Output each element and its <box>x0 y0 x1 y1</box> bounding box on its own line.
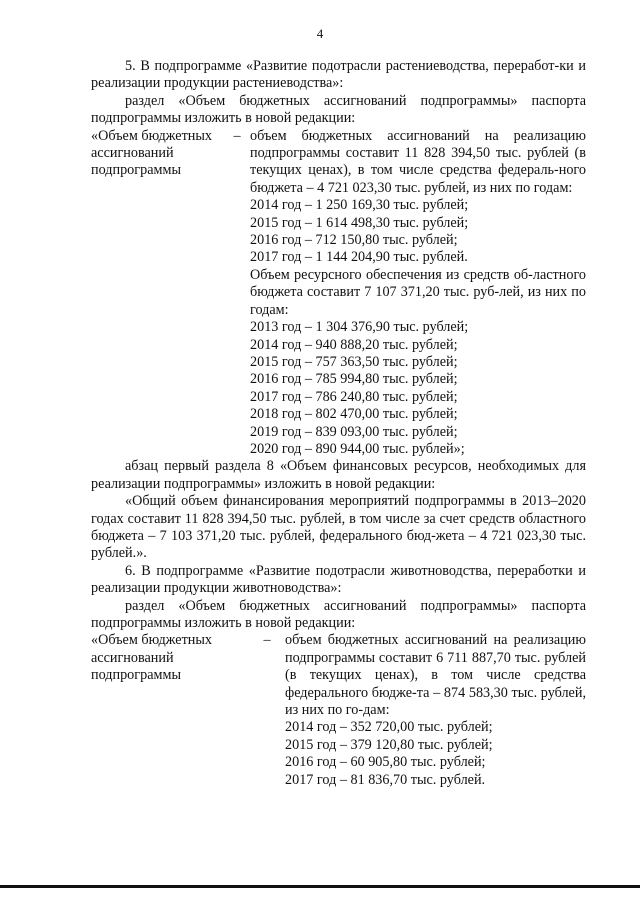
section-5-passport-table <box>91 128 586 459</box>
section-6-body <box>285 632 586 789</box>
section-5-year-line: 2017 год – 786 240,80 тыс. рублей; <box>250 388 458 405</box>
section-6-instruction: раздел «Объем бюджетных ассигнований подпрограммы» паспорта подпрограммы изложить в новой редакции: <box>91 597 586 631</box>
section-5-year-line: 2014 год – 1 250 169,30 тыс. рублей; <box>250 197 469 214</box>
page-number: 4 <box>316 26 324 41</box>
section-6-year-line: 2015 год – 379 120,80 тыс. рублей; <box>285 736 493 753</box>
section-5-label: «Объем бюджетных ассигнований подпрограммы <box>91 127 213 179</box>
section-5-year-line: 2016 год – 712 150,80 тыс. рублей; <box>250 232 458 249</box>
section-5-instruction: раздел «Объем бюджетных ассигнований подпрограммы» паспорта подпрограммы изложить в новой редакции: <box>91 92 586 127</box>
section-8-text: «Общий объем финансирования мероприятий подпрограммы в 2013–2020 годах составит 11 828 394,50 тыс. рублей, в том числе за счет средств областного бюджета – 7 103 371,20 тыс. рублей, федерального бюд-жета – 4 721 023,30 тыс. рублей.». <box>91 493 586 562</box>
section-5-body <box>250 128 586 459</box>
section-5-year-line: 2013 год – 1 304 376,90 тыс. рублей; <box>250 319 469 336</box>
section-5-year-line: 2015 год – 1 614 498,30 тыс. рублей; <box>250 214 469 231</box>
document-body <box>91 58 586 789</box>
section-6-intro: 6. В подпрограмме «Развитие подотрасли животноводства, переработки и реализации продукции животноводства»: <box>91 562 586 597</box>
section-6-year-line: 2016 год – 60 905,80 тыс. рублей; <box>285 754 486 771</box>
section-8-instruction: абзац первый раздела 8 «Объем финансовых ресурсов, необходимых для реализации подпрограммы» изложить в новой редакции: <box>91 458 586 492</box>
section-5-year-line: 2019 год – 839 093,00 тыс. рублей; <box>250 423 458 440</box>
section-5-regional-line: Объем ресурсного обеспечения из средств об-ластного бюджета составит 7 107 371,20 тыс. руб-лей, из них по годам: <box>250 266 586 318</box>
section-5-body-line: объем бюджетных ассигнований на реализацию подпрограммы составит 11 828 394,50 тыс. рублей (в текущих ценах), в том числе средства федераль-ного бюджета – 4 721 023,30 тыс. рублей, из них по годам: <box>250 127 586 196</box>
section-5-intro: 5. В подпрограмме «Развитие подотрасли растениеводства, переработ-ки и реализации продукции растениеводства»: <box>91 58 586 92</box>
section-5-year-line: 2017 год – 1 144 204,90 тыс. рублей. <box>250 249 468 266</box>
section-5-year-line: 2014 год – 940 888,20 тыс. рублей; <box>250 336 458 353</box>
section-6-body-line: объем бюджетных ассигнований на реализацию подпрограммы составит 6 711 887,70 тыс. рублей (в текущих ценах), в том числе средства федерального бюдже-та – 874 583,30 тыс. рублей, из них по го-дам: <box>285 632 586 719</box>
section-6-year-line: 2017 год – 81 836,70 тыс. рублей. <box>285 771 486 788</box>
section-6-dash: – <box>263 632 271 649</box>
section-6-year-line: 2014 год – 352 720,00 тыс. рублей; <box>285 719 493 736</box>
section-5-dash: – <box>233 127 241 144</box>
section-5-year-line: 2018 год – 802 470,00 тыс. рублей; <box>250 406 458 423</box>
section-6-label: «Объем бюджетных ассигнований подпрограммы <box>91 632 213 684</box>
section-6-passport-table <box>91 632 586 789</box>
section-5-year-line: 2015 год – 757 363,50 тыс. рублей; <box>250 353 458 370</box>
section-5-year-line: 2020 год – 890 944,00 тыс. рублей»; <box>250 440 465 457</box>
section-5-year-line: 2016 год – 785 994,80 тыс. рублей; <box>250 371 458 388</box>
bottom-rule <box>0 885 640 888</box>
